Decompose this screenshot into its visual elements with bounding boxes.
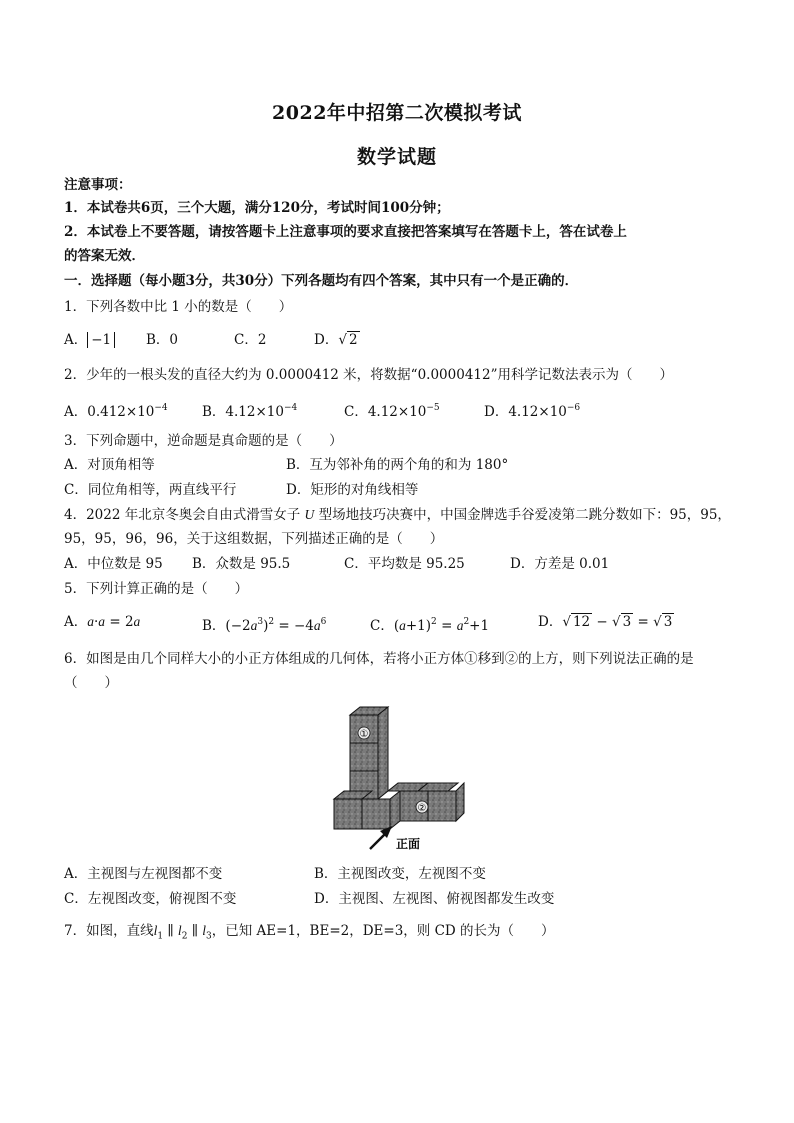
question-6-options-row-2 xyxy=(64,889,744,909)
question-4-options xyxy=(64,554,744,574)
question-5-options xyxy=(64,612,754,636)
q1-option-c: C．2 xyxy=(234,332,267,348)
q2-option-d: D．$4.12\times 10^{-6}$ xyxy=(484,403,581,420)
q3-option-d: D．矩形的对角线相等 xyxy=(286,482,419,498)
q4-option-d: D．方差是 0.01 xyxy=(510,556,610,572)
q6-option-c: C．左视图改变，俯视图不变 xyxy=(64,891,237,907)
question-1-options xyxy=(64,330,744,352)
question-1-stem: 1．下列各数中比 1 小的数是（ ） xyxy=(64,299,293,315)
q6-option-b: B．主视图改变，左视图不变 xyxy=(314,866,486,882)
question-3-options-row-2 xyxy=(64,480,744,500)
q2-option-c: C．$4.12\times 10^{-5}$ xyxy=(344,403,440,420)
q3-option-c: C．同位角相等，两直线平行 xyxy=(64,482,237,498)
q3-option-a: A．对顶角相等 xyxy=(64,457,155,473)
question-4-stem-line-2: 95，95，96，96，关于这组数据，下列描述正确的是（ ） xyxy=(64,531,444,547)
q1-option-b: B．0 xyxy=(146,332,179,348)
q6-option-a: A．主视图与左视图都不变 xyxy=(64,866,223,882)
q1-abs-value: −1 xyxy=(87,332,115,348)
exam-subtitle: 数学试题 xyxy=(356,146,437,168)
exam-title: 2022年中招第二次模拟考试 xyxy=(272,102,522,124)
q1-option-a: A． −1 xyxy=(64,330,115,350)
question-6-stem-line-2: （ ） xyxy=(64,675,118,691)
cube-label-2: ② xyxy=(417,803,427,814)
question-2-stem: 2．少年的一根头发的直径大约为 0.0000412 米，将数据“0.0000412”用科学记数法表示为（ ） xyxy=(64,367,673,383)
notice-item-1: 1．本试卷共6页，三个大题，满分120分，考试时间100分钟； xyxy=(64,200,450,216)
q5-option-b: B．$(-2a^3)^2 = -4a^6$ xyxy=(202,617,327,634)
q1-option-d: D．√ 2 xyxy=(314,332,358,348)
question-7-stem: 7．如图，直线$l_1$ ∥ $l_2$ ∥ $l_3$，已知 AE=1，BE=2，DE=3，则 CD 的长为（ ） xyxy=(64,923,555,942)
cube-stack-figure xyxy=(330,703,468,853)
q6-option-d: D．主视图、左视图、俯视图都发生改变 xyxy=(314,891,555,907)
q5-option-c: C．$(a+1)^2 = a^2+1$ xyxy=(370,617,490,634)
q1-sqrt-value: 2 xyxy=(348,332,358,348)
tall-column xyxy=(350,707,388,799)
cube-label-1: ① xyxy=(359,729,369,740)
section-1-heading: 一．选择题（每小题3分，共30分）下列各题均有四个答案，其中只有一个是正确的． xyxy=(64,273,579,289)
q2-option-a: A．$0.412\times 10^{-4}$ xyxy=(64,403,168,420)
notice-heading: 注意事项： xyxy=(64,177,132,193)
q4-option-a: A．中位数是 95 xyxy=(64,556,163,572)
notice-item-2-line-2: 的答案无效． xyxy=(64,248,145,264)
q2-option-b: B．$4.12\times 10^{-4}$ xyxy=(202,403,298,420)
front-label: 正面 xyxy=(396,837,421,851)
notice-item-2-line-1: 2．本试卷上不要答题，请按答题卡上注意事项的要求直接把答案填写在答题卡上，答在试卷上 xyxy=(64,224,627,240)
question-6-stem-line-1: 6．如图是由几个同样大小的小正方体组成的几何体，若将小正方体①移到②的上方，则下列说法正确的是 xyxy=(64,651,694,667)
question-3-options-row-1 xyxy=(64,455,744,475)
question-2-options xyxy=(64,398,744,420)
question-4-stem-line-1: 4．2022 年北京冬奥会自由式滑雪女子 U 型场地技巧决赛中，中国金牌选手谷爱凌第二跳分数如下：95，95， xyxy=(64,507,731,523)
q4-option-c: C．平均数是 95.25 xyxy=(344,556,465,572)
question-5-stem: 5．下列计算正确的是（ ） xyxy=(64,581,249,597)
q3-option-b: B．互为邻补角的两个角的和为 180° xyxy=(286,457,509,473)
q5-option-a: A．a·a = 2a xyxy=(64,614,141,630)
question-6-options-row-1 xyxy=(64,864,744,884)
q5-option-d: D．√ 12 − √ 3 = √ 3 xyxy=(538,614,673,630)
question-3-stem: 3．下列命题中，逆命题是真命题的是（ ） xyxy=(64,433,343,449)
q4-option-b: B．众数是 95.5 xyxy=(192,556,291,572)
